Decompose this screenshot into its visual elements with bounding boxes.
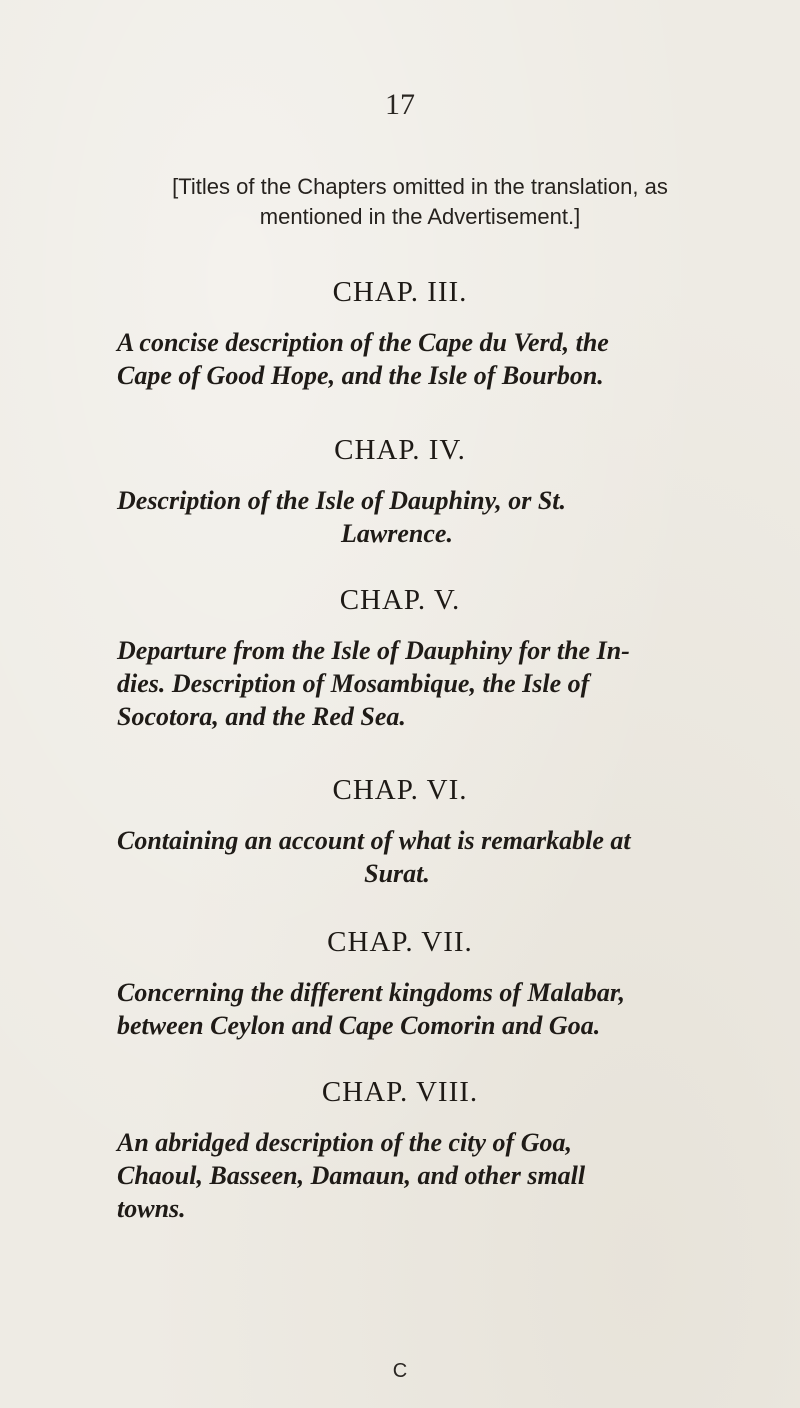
description-line: Socotora, and the Red Sea. [117,702,406,731]
description-line: A concise description of the Cape du Verd, the [117,328,609,357]
note-line: mentioned in the Advertisement.] [259,204,581,229]
editorial-note [150,172,690,232]
description-line: Cape of Good Hope, and the Isle of Bourbon. [117,361,604,390]
chapter-description [117,976,677,1042]
description-line: Description of the Isle of Dauphiny, or St. [117,486,567,515]
description-line: Lawrence. [341,519,453,548]
signature-mark: C [392,1360,408,1382]
chapter-heading: CHAP. VIII. [321,1076,479,1108]
note-line: [Titles of the Chapters omitted in the translation, as [172,174,668,199]
description-line: between Ceylon and Cape Comorin and Goa. [117,1011,601,1040]
chapter-description [117,1126,677,1225]
page-number: 17 [385,88,415,121]
chapter-description [117,634,677,733]
chapter-heading: CHAP. III. [332,276,468,308]
chapter-description [117,326,677,392]
description-line: towns. [117,1194,186,1223]
chapter-heading: CHAP. VI. [332,774,468,806]
description-line: Departure from the Isle of Dauphiny for the In- [117,636,630,665]
description-line: An abridged description of the city of Goa, [117,1128,572,1157]
description-line: Chaoul, Basseen, Damaun, and other small [117,1161,586,1190]
description-line: Containing an account of what is remarkable at [117,826,631,855]
chapter-heading: CHAP. VII. [327,926,473,958]
chapter-heading: CHAP. IV. [334,434,466,466]
chapter-description [117,824,677,890]
chapter-description [117,484,677,550]
description-line: Surat. [364,859,430,888]
chapter-heading: CHAP. V. [339,584,461,616]
description-line: dies. Description of Mosambique, the Isle of [117,669,590,698]
description-line: Concerning the different kingdoms of Malabar, [117,978,626,1007]
